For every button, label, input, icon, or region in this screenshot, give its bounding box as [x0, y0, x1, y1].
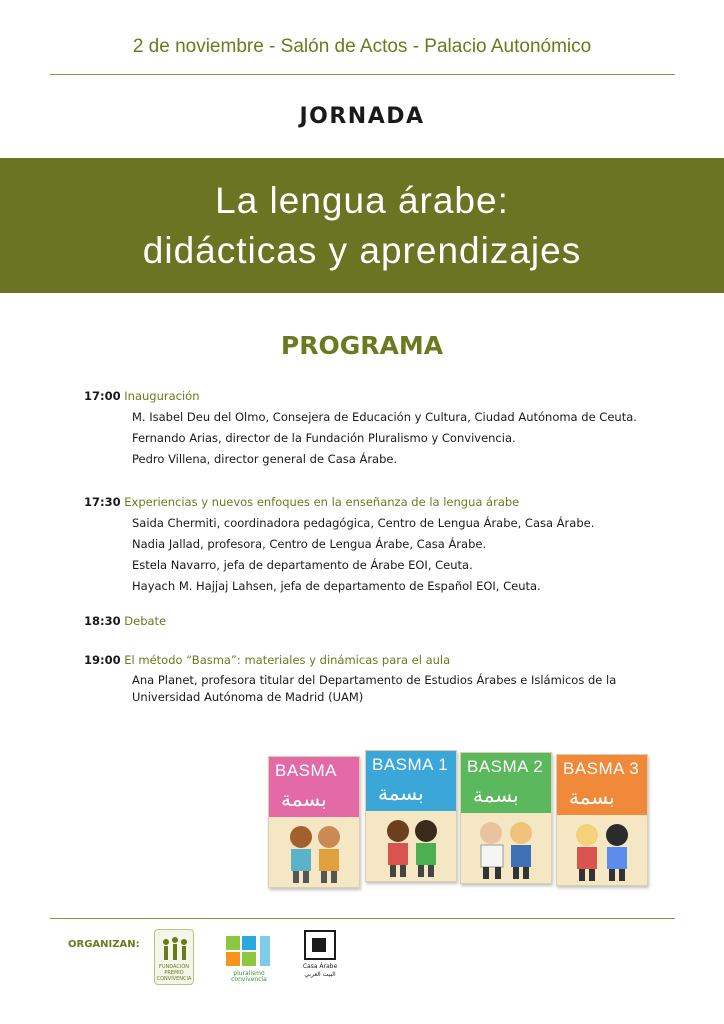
session-title: Inauguración — [124, 389, 200, 403]
speaker-item: Fernando Arias, director de la Fundación Pluralismo y Convivencia. — [132, 431, 516, 445]
organizers-label: ORGANIZAN: — [68, 939, 140, 950]
title-banner — [0, 158, 724, 293]
session-header — [84, 494, 694, 510]
session-title: Debate — [124, 614, 167, 628]
book-arabic-title: بسمة — [378, 781, 424, 805]
pluralismo-convivencia-logo — [224, 934, 274, 982]
title-line-1: La lengua árabe: — [215, 180, 509, 221]
speaker-item: M. Isabel Deu del Olmo, Consejera de Educación y Cultura, Ciudad Autónoma de Ceuta. — [132, 410, 637, 424]
jornada-heading: JORNADA — [299, 104, 425, 129]
top-divider — [50, 74, 675, 75]
session-header — [84, 388, 694, 404]
title-line-2: didácticas y aprendizajes — [142, 230, 582, 271]
session-time: 18:30 — [84, 614, 121, 628]
session-title: El método “Basma”: materiales y dinámicas para el aula — [124, 653, 451, 667]
speaker-item: Ana Planet, profesora titular del Departamento de Estudios Árabes e Islámicos de la Universidad Autónoma de Madrid (UAM) — [132, 673, 617, 704]
book-arabic-title: بسمة — [281, 787, 327, 811]
fundacion-premio-convivencia-logo — [154, 929, 194, 985]
casa-arabe-logo — [300, 930, 340, 988]
logo1-text: FUNDACIÓN PREMIO CONVIVENCIA — [156, 964, 192, 982]
speaker-item: Saida Chermiti, coordinadora pedagógica, Centro de Lengua Árabe, Casa Árabe. — [132, 516, 595, 530]
session-experiencias — [84, 494, 694, 594]
casa-arabe-emblem-icon — [304, 930, 336, 960]
bottom-divider — [50, 918, 675, 919]
session-header — [84, 652, 694, 668]
speaker-item: Hayach M. Hajjaj Lahsen, jefa de departamento de Español EOI, Ceuta. — [132, 579, 541, 593]
event-date-location: 2 de noviembre - Salón de Actos - Palacio Autonómico — [132, 36, 592, 57]
children-illustration — [471, 819, 543, 881]
book-title: BASMA 1 — [372, 755, 449, 774]
book-title: BASMA 2 — [467, 757, 544, 776]
session-metodo-basma — [84, 652, 694, 706]
session-time: 17:30 — [84, 495, 121, 509]
book-arabic-title: بسمة — [473, 783, 519, 807]
children-illustration — [376, 817, 448, 879]
book-cover-basma-3 — [556, 754, 648, 886]
basma-book-covers — [268, 748, 653, 890]
programa-heading: PROGRAMA — [280, 331, 444, 360]
session-debate — [84, 613, 694, 629]
speaker-item: Pedro Villena, director general de Casa Árabe. — [132, 452, 398, 466]
speaker-item: Estela Navarro, jefa de departamento de Árabe EOI, Ceuta. — [132, 558, 473, 572]
session-time: 17:00 — [84, 389, 121, 403]
speaker-item: Nadia Jallad, profesora, Centro de Lengua Árabe, Casa Árabe. — [132, 537, 487, 551]
logo3-arabic-text: البيت العربي — [304, 971, 336, 978]
session-time: 19:00 — [84, 653, 121, 667]
book-title: BASMA — [275, 761, 338, 780]
people-emblem-icon — [156, 934, 194, 964]
session-inauguracion — [84, 388, 694, 467]
book-cover-basma — [268, 756, 360, 888]
session-title: Experiencias y nuevos enfoques en la enseñanza de la lengua árabe — [124, 495, 520, 509]
book-title: BASMA 3 — [563, 759, 640, 778]
book-cover-basma-2 — [460, 752, 552, 884]
logo3-text: Casa Árabe — [302, 963, 338, 970]
children-illustration — [279, 823, 351, 885]
pluralismo-emblem-icon — [224, 934, 274, 970]
logo2-text: pluralismo convivencia — [231, 970, 267, 983]
session-header — [84, 613, 694, 629]
children-illustration — [567, 821, 639, 883]
book-arabic-title: بسمة — [569, 785, 615, 809]
book-cover-basma-1 — [365, 750, 457, 882]
